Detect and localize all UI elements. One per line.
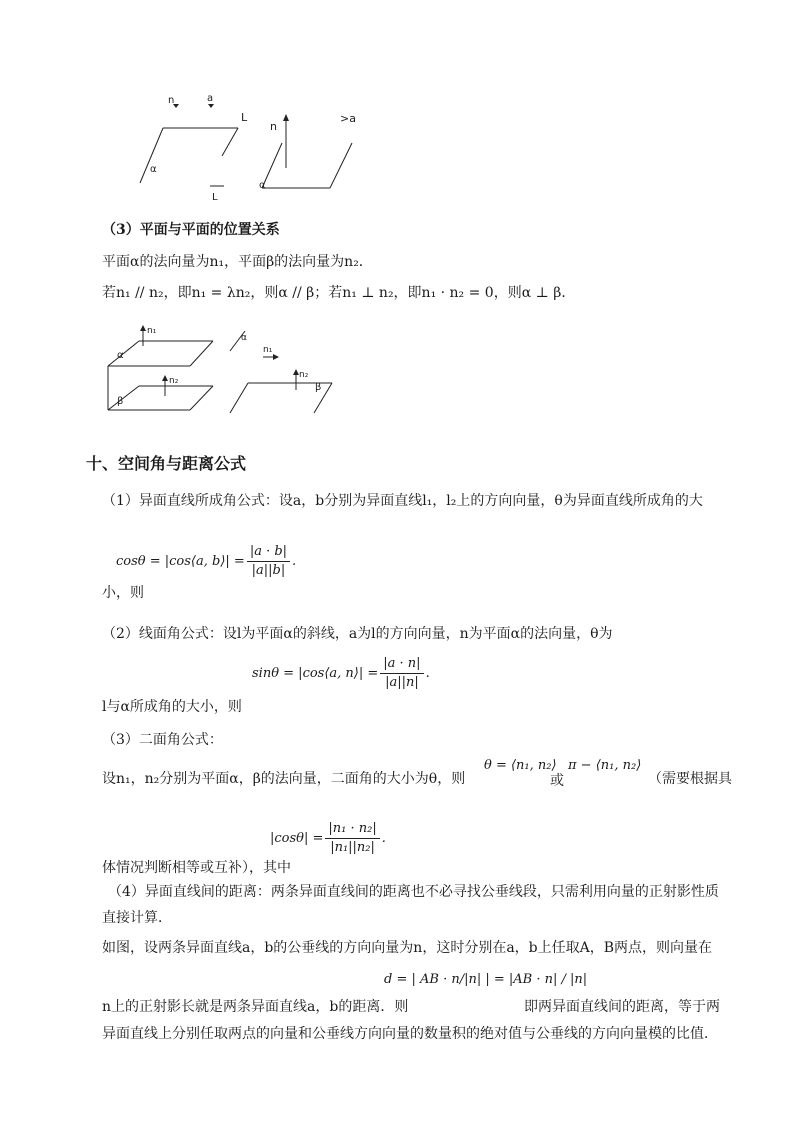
plane-normal-definition: 平面α的法向量为n₁，平面β的法向量为n₂． (102, 254, 373, 270)
skew-angle-formula: cosθ = |cos⟨a, b⟩| = $\frac{|a \cdot b|}{|a||b|}$ . (116, 544, 297, 578)
section-title: 十、空间角与距离公式 (86, 454, 247, 473)
dihedral-intro: 设n₁，n₂分别为平面α，β的法向量，二面角的大小为θ，则 (102, 771, 466, 787)
fig2-label-n1-left: n₁ (147, 326, 157, 336)
plane-relations-rule: 若n₁ // n₂，即n₁ = λn₂，则α // β；若n₁ ⊥ n₂，即n₁ · n₂ = 0，则α ⊥ β． (102, 285, 576, 301)
fig2-label-beta-left: β (117, 396, 124, 407)
skew-angle-formula-numerator: |a · b| (247, 543, 290, 562)
dihedral-formula-supplement: π − ⟨n₁, n₂⟩ (568, 758, 642, 773)
figure-plane-plane (0, 0, 800, 430)
dihedral-heading: （3）二面角公式： (102, 732, 223, 748)
distance-formula: d = | AB · n/|n| | = |AB · n| / |n| (384, 972, 588, 987)
fig1-label-a-right: >a (340, 112, 356, 125)
dihedral-cos-formula-lhs: |cosθ| = (270, 831, 324, 846)
skew-angle-formula-lhs: cosθ = |cos⟨a, b⟩| = (116, 554, 245, 569)
dihedral-tail: 体情况判断相等或互补），其中 (102, 860, 291, 876)
dihedral-cos-formula-numerator: |n₁ · n₂| (325, 820, 379, 839)
line-plane-formula-lhs: sinθ = |cos⟨a, n⟩| = (252, 666, 379, 681)
fig1-label-n: n (168, 95, 175, 106)
fig1-label-L-bottom: L (212, 192, 218, 203)
line-plane-angle-intro: （2）线面角公式：设l为平面α的斜线，a为l的方向向量，n为平面α的法向量，θ为 (102, 626, 613, 642)
dihedral-or: 或 (550, 773, 564, 789)
distance-example-line2a: n上的正射影长就是两条异面直线a，b的距离．则 (102, 999, 409, 1015)
dihedral-formula-equal: θ = ⟨n₁, n₂⟩ (484, 758, 557, 773)
fig1-label-alpha-right: α (259, 180, 266, 191)
distance-example-line1: 如图，设两条异面直线a，b的公垂线的方向向量为n，这时分别在a，b上任取A，B两点，则向量在 (102, 940, 713, 956)
dihedral-cos-formula-denominator: |n₁||n₂| (330, 840, 375, 855)
line-plane-formula-numerator: |a · n| (380, 655, 423, 674)
line-plane-formula-denominator: |a||n| (385, 675, 419, 690)
skew-distance-line1: （4）异面直线间的距离：两条异面直线间的距离也不必寻找公垂线段，只需利用向量的正射影性质 (108, 884, 719, 900)
fig2-label-n2-left: n₂ (169, 376, 179, 386)
distance-example-line2b: 即两异面直线间的距离，等于两 (524, 999, 720, 1015)
fig2-label-alpha-left: α (117, 350, 124, 361)
skew-distance-line2: 直接计算． (102, 910, 172, 926)
skew-angle-intro: （1）异面直线所成角公式：设a，b分别为异面直线l₁，l₂上的方向向量，θ为异面直线所成角的大 (102, 493, 703, 509)
fig2-label-n2-right: n₂ (299, 370, 309, 380)
dihedral-cos-formula: |cosθ| = $\frac{\text{|n₁ · n₂|}}{\text{|n₁||n₂|}}$ . (270, 821, 386, 855)
fig2-label-n1-right: n₁ (263, 345, 273, 355)
distance-example-line3: 异面直线上分别任取两点的向量和公垂线方向向量的数量积的绝对值与公垂线的方向向量模的比值． (102, 1026, 718, 1042)
fig2-label-beta-right: β (315, 382, 322, 393)
fig1-label-a: a (207, 93, 214, 104)
fig1-label-n-right: n (270, 120, 277, 133)
skew-angle-tail: 小，则 (102, 585, 144, 601)
dihedral-note: （需要根据具 (648, 771, 732, 787)
line-plane-angle-tail: l与α所成角的大小，则 (102, 699, 242, 715)
fig1-label-alpha: α (150, 164, 157, 175)
section-heading-plane-plane: （3）平面与平面的位置关系 (102, 222, 280, 238)
fig2-label-alpha-right: α (241, 333, 247, 343)
skew-angle-formula-denominator: |a||b| (251, 563, 286, 578)
fig1-label-L-top: L (241, 111, 248, 124)
line-plane-angle-formula: sinθ = |cos⟨a, n⟩| = $\frac{|a \cdot n|}{|a||n|}$ . (252, 656, 430, 690)
